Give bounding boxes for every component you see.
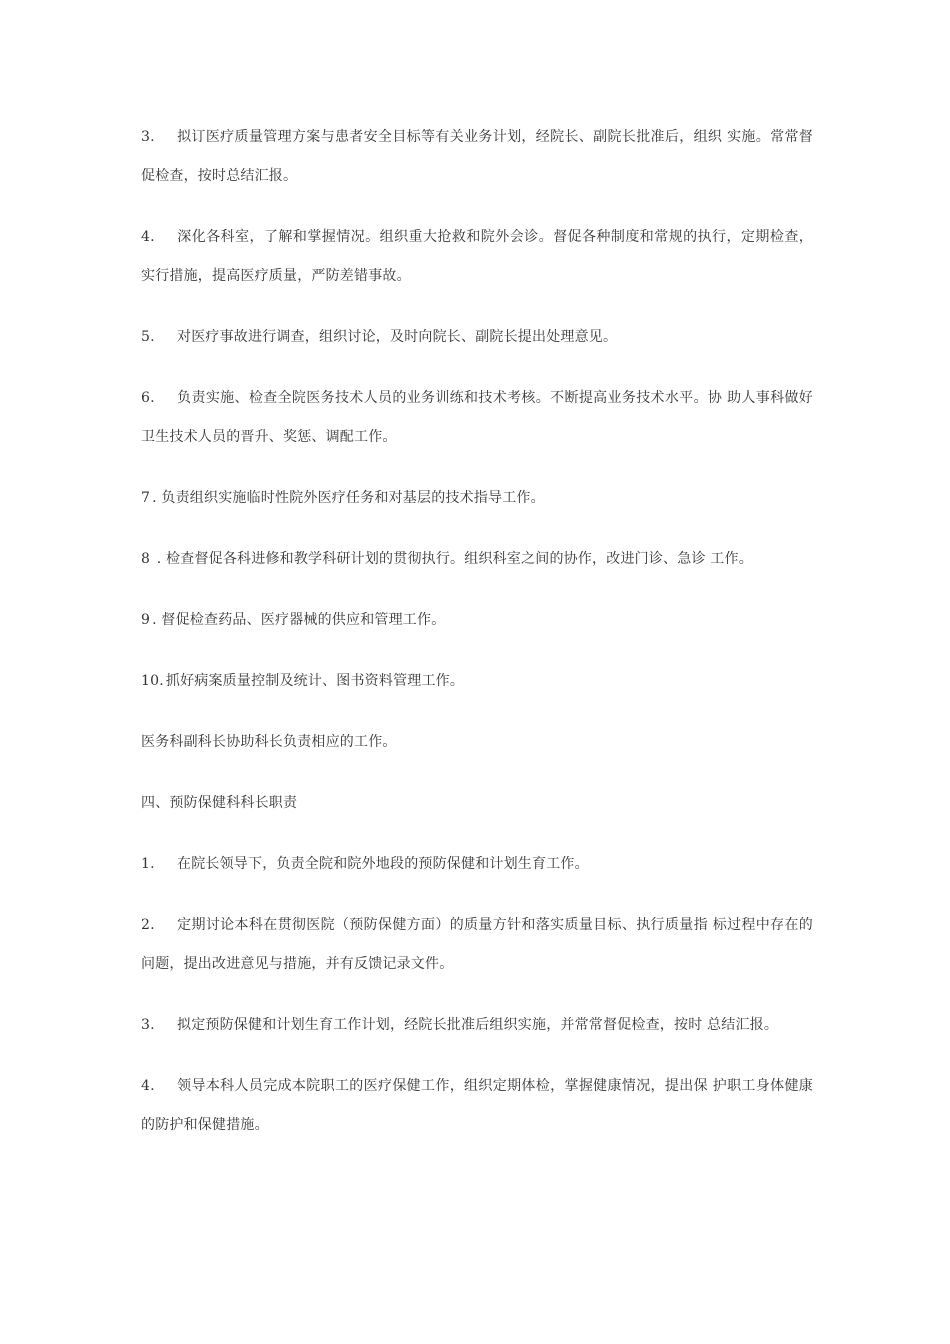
paragraph-4 <box>141 218 813 296</box>
item-text: 定期讨论本科在贯彻医院（预防保健方面）的质量方针和落实质量目标、执行质量指 标过程中存在的问题，提出改进意见与措施，并有反馈记录文件。 <box>141 917 813 972</box>
item-text: . 督促检查药品、医疗器械的供应和管理工作。 <box>152 612 446 628</box>
paragraph-deputy-note <box>141 723 813 762</box>
paragraph-3 <box>141 118 813 196</box>
paragraph-9 <box>141 601 813 640</box>
paragraph-s4-1 <box>141 845 813 884</box>
item-number: 10. <box>141 673 164 689</box>
item-number: 3. <box>141 129 155 145</box>
item-text: . 负责组织实施临时性院外医疗任务和对基层的技术指导工作。 <box>152 490 545 506</box>
paragraph-10 <box>141 662 813 701</box>
item-number: 6. <box>141 390 155 406</box>
item-text: 拟定预防保健和计划生育工作计划，经院长批准后组织实施，并常常督促检查，按时 总结汇报。 <box>177 1017 779 1033</box>
heading-text: 四、预防保健科科长职责 <box>141 795 298 811</box>
paragraph-5 <box>141 318 813 357</box>
item-number: 8 <box>141 551 151 567</box>
item-text: 对医疗事故进行调查，组织讨论，及时向院长、副院长提出处理意见。 <box>177 329 618 345</box>
item-text: 领导本科人员完成本院职工的医疗保健工作，组织定期体检，掌握健康情况，提出保 护职工身体健康的防护和保健措施。 <box>141 1078 813 1133</box>
item-number: 4. <box>141 229 155 245</box>
item-text: 在院长领导下，负责全院和院外地段的预防保健和计划生育工作。 <box>177 856 589 872</box>
paragraph-s4-2 <box>141 906 813 984</box>
item-text: 拟订医疗质量管理方案与患者安全目标等有关业务计划，经院长、副院长批准后，组织 实施。常常督促检查，按时总结汇报。 <box>141 129 813 184</box>
item-number: 3. <box>141 1017 155 1033</box>
paragraph-s4-4 <box>141 1067 813 1145</box>
paragraph-7 <box>141 479 813 518</box>
paragraph-s4-3 <box>141 1006 813 1045</box>
paragraph-8 <box>141 540 813 579</box>
item-text: 负责实施、检查全院医务技术人员的业务训练和技术考核。不断提高业务技术水平。协 助人事科做好卫生技术人员的晋升、奖惩、调配工作。 <box>141 390 813 445</box>
paragraph-6 <box>141 379 813 457</box>
document-page <box>141 118 813 1145</box>
item-number: 4. <box>141 1078 155 1094</box>
item-number: 9 <box>141 612 151 628</box>
item-text: 抓好病案质量控制及统计、图书资料管理工作。 <box>165 673 465 689</box>
item-number: 7 <box>141 490 151 506</box>
item-text: 深化各科室，了解和掌握情况。组织重大抢救和院外会诊。督促各种制度和常规的执行，定期检查，实行措施，提高医疗质量，严防差错事故。 <box>141 229 813 284</box>
section-heading <box>141 784 813 823</box>
item-text: . 检查督促各科进修和教学科研计划的贯彻执行。组织科室之间的协作，改进门诊、急诊 工作。 <box>152 551 753 567</box>
item-number: 1. <box>141 856 155 872</box>
item-text: 医务科副科长协助科长负责相应的工作。 <box>141 734 397 750</box>
item-number: 5. <box>141 329 155 345</box>
item-number: 2. <box>141 917 155 933</box>
